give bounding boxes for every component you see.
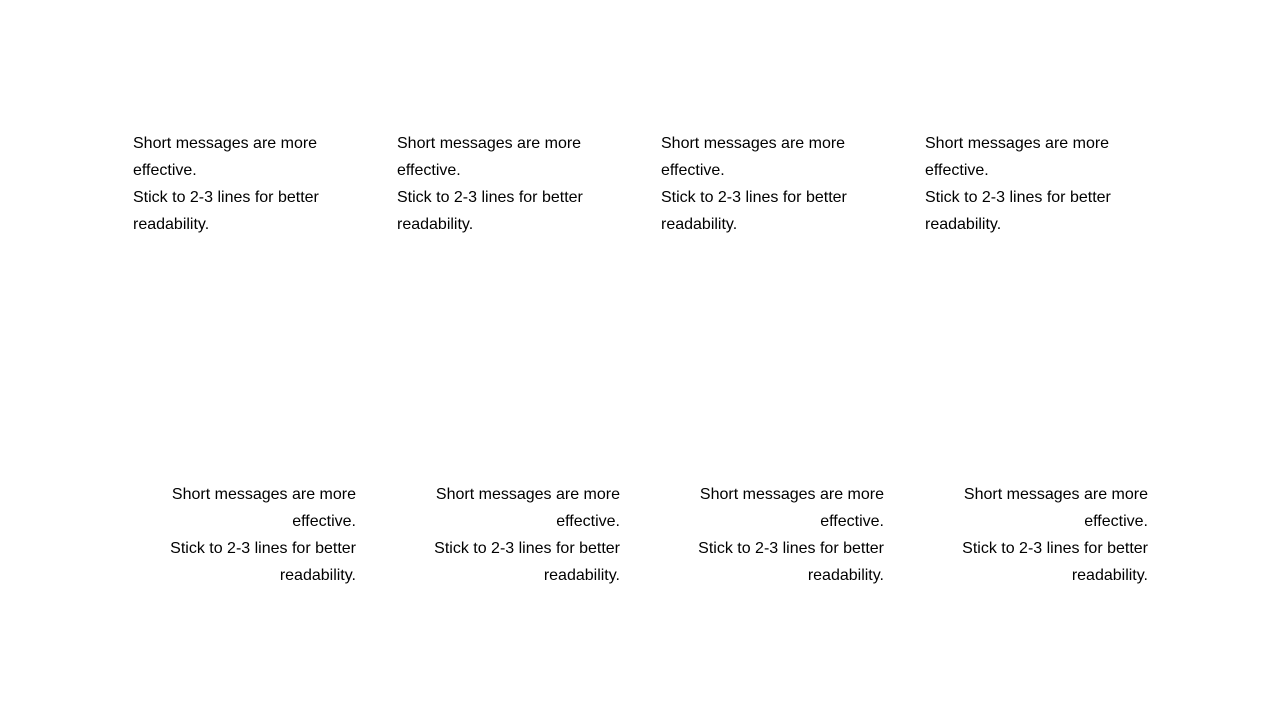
text-block-left-3 [661,130,884,238]
text-line: readability. [133,216,210,233]
text-line: Short messages are more [133,135,318,152]
text-line: readability. [661,216,738,233]
text-block-right-3 [661,481,884,589]
text-line: Stick to 2-3 lines for better [661,189,847,206]
text-line: readability. [925,216,1002,233]
text-line: Stick to 2-3 lines for better [397,189,583,206]
text-block-left-1 [133,130,356,238]
text-line: Stick to 2-3 lines for better [170,540,356,557]
text-line: effective. [925,162,989,179]
text-line: readability. [397,216,474,233]
text-line: effective. [133,162,197,179]
text-line: Stick to 2-3 lines for better [434,540,620,557]
text-line: Stick to 2-3 lines for better [962,540,1148,557]
text-line: effective. [661,162,725,179]
text-line: Stick to 2-3 lines for better [925,189,1111,206]
text-block-right-2 [397,481,620,589]
text-block-right-1 [133,481,356,589]
text-line: Short messages are more [963,486,1148,503]
text-line: Short messages are more [661,135,846,152]
text-line: Short messages are more [397,135,582,152]
text-line: Short messages are more [171,486,356,503]
text-line: Stick to 2-3 lines for better [698,540,884,557]
text-line: Stick to 2-3 lines for better [133,189,319,206]
text-line: effective. [292,513,356,530]
text-line: readability. [543,567,620,584]
text-line: Short messages are more [699,486,884,503]
text-line: effective. [1084,513,1148,530]
text-line: effective. [556,513,620,530]
text-line: effective. [397,162,461,179]
text-block-right-4 [925,481,1148,589]
text-line: effective. [820,513,884,530]
text-block-left-2 [397,130,620,238]
text-line: readability. [1071,567,1148,584]
text-block-left-4 [925,130,1148,238]
text-line: Short messages are more [435,486,620,503]
text-line: readability. [279,567,356,584]
text-line: readability. [807,567,884,584]
text-line: Short messages are more [925,135,1110,152]
